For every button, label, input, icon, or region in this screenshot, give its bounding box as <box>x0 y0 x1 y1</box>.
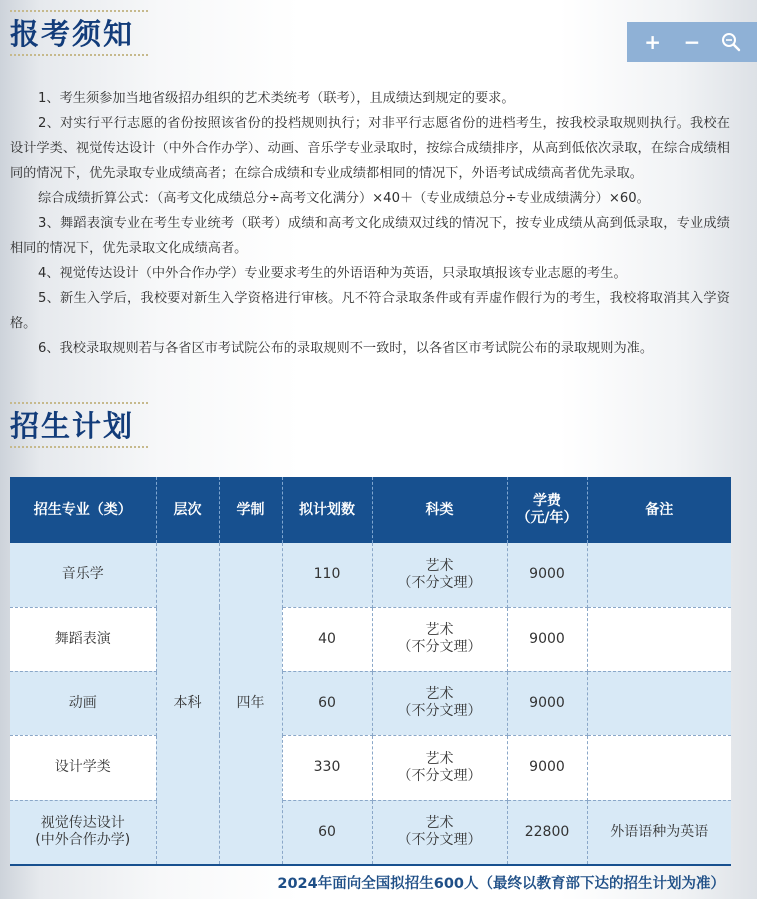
header-level: 层次 <box>156 477 219 543</box>
cell-level: 本科 <box>156 543 219 865</box>
cell-fee: 9000 <box>507 543 587 607</box>
cell-note <box>587 543 731 607</box>
header-note: 备注 <box>587 477 731 543</box>
heading-rule-bottom <box>10 54 148 56</box>
notice-title: 报考须知 <box>10 17 135 51</box>
table-row <box>10 800 731 865</box>
cell-category: 艺术 （不分文理） <box>372 543 507 607</box>
cell-major: 音乐学 <box>10 543 156 607</box>
notice-item-5: 5、新生入学后，我校要对新生入学资格进行审核。凡不符合录取条件或有弄虚作假行为的考生，我校将取消其入学资格。 <box>10 291 730 331</box>
cell-major: 动画 <box>10 671 156 735</box>
table-header-row <box>10 477 731 543</box>
magnifier-icon <box>721 32 741 52</box>
enrollment-plan-table <box>10 477 731 866</box>
cell-fee: 9000 <box>507 671 587 735</box>
cell-note: 外语语种为英语 <box>587 800 731 865</box>
notice-formula: 综合成绩折算公式：（高考文化成绩总分÷高考文化满分）×40＋（专业成绩总分÷专业成绩满分）×60。 <box>38 191 650 206</box>
heading-rule-bottom <box>10 446 148 448</box>
cell-category: 艺术 （不分文理） <box>372 800 507 865</box>
header-duration: 学制 <box>219 477 282 543</box>
header-category: 科类 <box>372 477 507 543</box>
notice-item-4: 4、视觉传达设计（中外合作办学）专业要求考生的外语语种为英语，只录取填报该专业志愿的考生。 <box>38 266 627 281</box>
cell-major: 设计学类 <box>10 735 156 800</box>
cell-duration: 四年 <box>219 543 282 865</box>
cell-plan: 330 <box>282 735 372 800</box>
table-row <box>10 543 731 607</box>
cell-category: 艺术 （不分文理） <box>372 671 507 735</box>
notice-item-6: 6、我校录取规则若与各省区市考试院公布的录取规则不一致时，以各省区市考试院公布的录取规则为准。 <box>38 341 654 356</box>
cell-category: 艺术 （不分文理） <box>372 607 507 671</box>
zoom-search-button[interactable] <box>716 27 746 57</box>
enrollment-total-note: 2024年面向全国拟招生600人（最终以教育部下达的招生计划为准） <box>277 876 725 892</box>
notice-heading <box>10 10 148 56</box>
cell-category: 艺术 （不分文理） <box>372 735 507 800</box>
cell-note <box>587 735 731 800</box>
cell-note <box>587 607 731 671</box>
notice-body <box>10 86 730 361</box>
cell-major: 舞蹈表演 <box>10 607 156 671</box>
zoom-toolbar <box>627 22 757 62</box>
zoom-in-button[interactable]: + <box>644 30 662 54</box>
table-row <box>10 735 731 800</box>
notice-item-1: 1、考生须参加当地省级招办组织的艺术类统考（联考），且成绩达到规定的要求。 <box>38 91 515 106</box>
header-major: 招生专业（类） <box>10 477 156 543</box>
notice-item-2: 2、对实行平行志愿的省份按照该省份的投档规则执行；对非平行志愿省份的进档考生，按我校录取规则执行。我校在设计学类、视觉传达设计（中外合作办学）、动画、音乐学专业录取时，按综合成绩排序，从高到低依次录取，在综合成绩相同的情况下，优先录取专业成绩高者；在综合成绩和专业成绩都相同的情况下，外语考试成绩高者优先录取。 <box>10 116 730 181</box>
plan-title: 招生计划 <box>10 409 135 443</box>
header-fee: 学费 （元/年） <box>507 477 587 543</box>
cell-plan: 110 <box>282 543 372 607</box>
plan-heading <box>10 402 148 448</box>
cell-major: 视觉传达设计 (中外合作办学) <box>10 800 156 865</box>
notice-item-3: 3、舞蹈表演专业在考生专业统考（联考）成绩和高考文化成绩双过线的情况下，按专业成绩从高到低录取，专业成绩相同的情况下，优先录取文化成绩高者。 <box>10 216 730 256</box>
cell-plan: 60 <box>282 671 372 735</box>
cell-fee: 9000 <box>507 607 587 671</box>
cell-plan: 40 <box>282 607 372 671</box>
header-plan-count: 拟计划数 <box>282 477 372 543</box>
table-row <box>10 671 731 735</box>
cell-note <box>587 671 731 735</box>
zoom-out-button[interactable]: − <box>683 30 701 54</box>
table-row <box>10 607 731 671</box>
cell-fee: 22800 <box>507 800 587 865</box>
cell-fee: 9000 <box>507 735 587 800</box>
cell-plan: 60 <box>282 800 372 865</box>
